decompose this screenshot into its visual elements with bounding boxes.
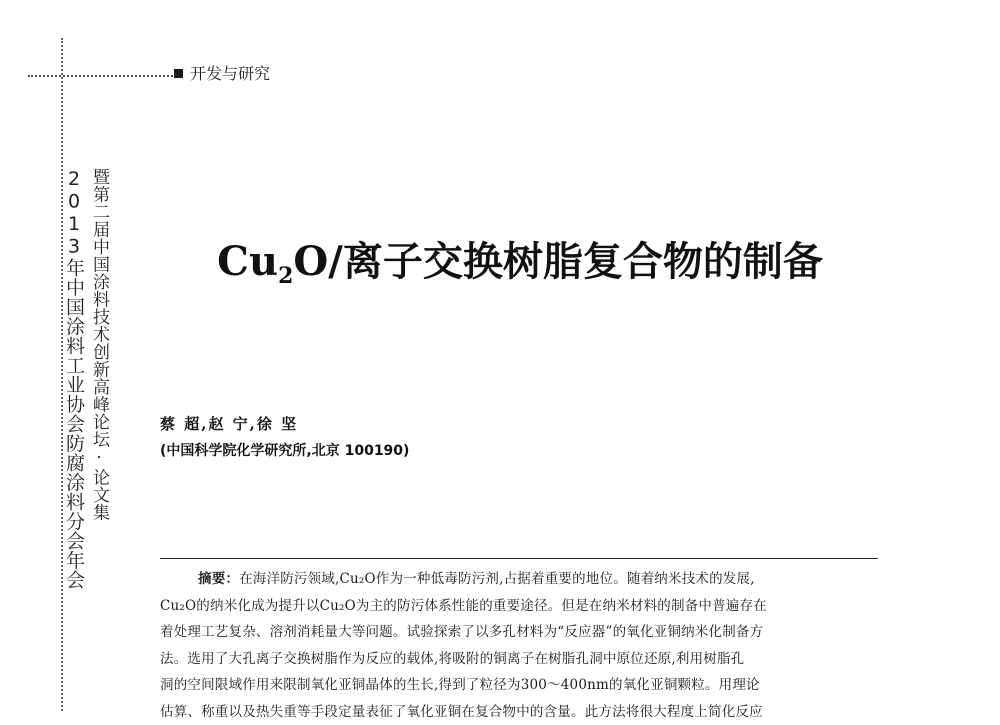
abstract-line-3: 着处理工艺复杂、溶剂消耗量大等问题。试验探索了以多孔材料为“反应器”的氧化亚铜纳米化制备方 bbox=[160, 619, 878, 646]
title-formula-subscript: 2 bbox=[278, 263, 293, 289]
abstract-line-2: Cu₂O的纳米化成为提升以Cu₂O为主的防污体系性能的重要途径。但是在纳米材料的制备中普遍存在 bbox=[160, 593, 878, 620]
section-label: 开发与研究 bbox=[190, 61, 270, 84]
abstract-top-rule bbox=[160, 558, 878, 559]
title-formula-tail: O/ bbox=[293, 238, 342, 285]
sidebar-conference-title: 2013年中国涂料工业协会防腐涂料分会年会 bbox=[64, 168, 83, 590]
abstract-line-5: 洞的空间限域作用来限制氧化亚铜晶体的生长,得到了粒径为300～400nm的氧化亚铜颗粒。用理论 bbox=[160, 672, 878, 699]
title-formula-base: Cu bbox=[217, 238, 278, 285]
abstract-line-4: 法。选用了大孔离子交换树脂作为反应的载体,将吸附的铜离子在树脂孔洞中原位还原,利用树脂孔 bbox=[160, 646, 878, 673]
abstract-line-1 bbox=[160, 566, 878, 593]
header-dotted-rule bbox=[28, 75, 173, 77]
title-text: 离子交换树脂复合物的制备 bbox=[343, 238, 823, 285]
abstract-line-1-text: 在海洋防污领域,Cu₂O作为一种低毒防污剂,占据着重要的地位。随着纳米技术的发展, bbox=[239, 571, 755, 587]
sidebar-forum-title: 暨第二届中国涂料技术创新高峰论坛·论文集 bbox=[90, 168, 107, 521]
paper-affiliation: (中国科学院化学研究所,北京 100190) bbox=[160, 440, 409, 460]
abstract-label-separator: ： bbox=[225, 571, 239, 587]
paper-authors: 蔡 超,赵 宁,徐 坚 bbox=[160, 413, 298, 434]
abstract-label: 摘要 bbox=[198, 571, 225, 587]
section-marker-square bbox=[174, 69, 183, 78]
paper-title bbox=[160, 230, 880, 289]
abstract-line-6: 估算、称重以及热失重等手段定量表征了氧化亚铜在复合物中的含量。此方法将很大程度上简化反应 bbox=[160, 699, 878, 725]
abstract bbox=[160, 566, 878, 725]
